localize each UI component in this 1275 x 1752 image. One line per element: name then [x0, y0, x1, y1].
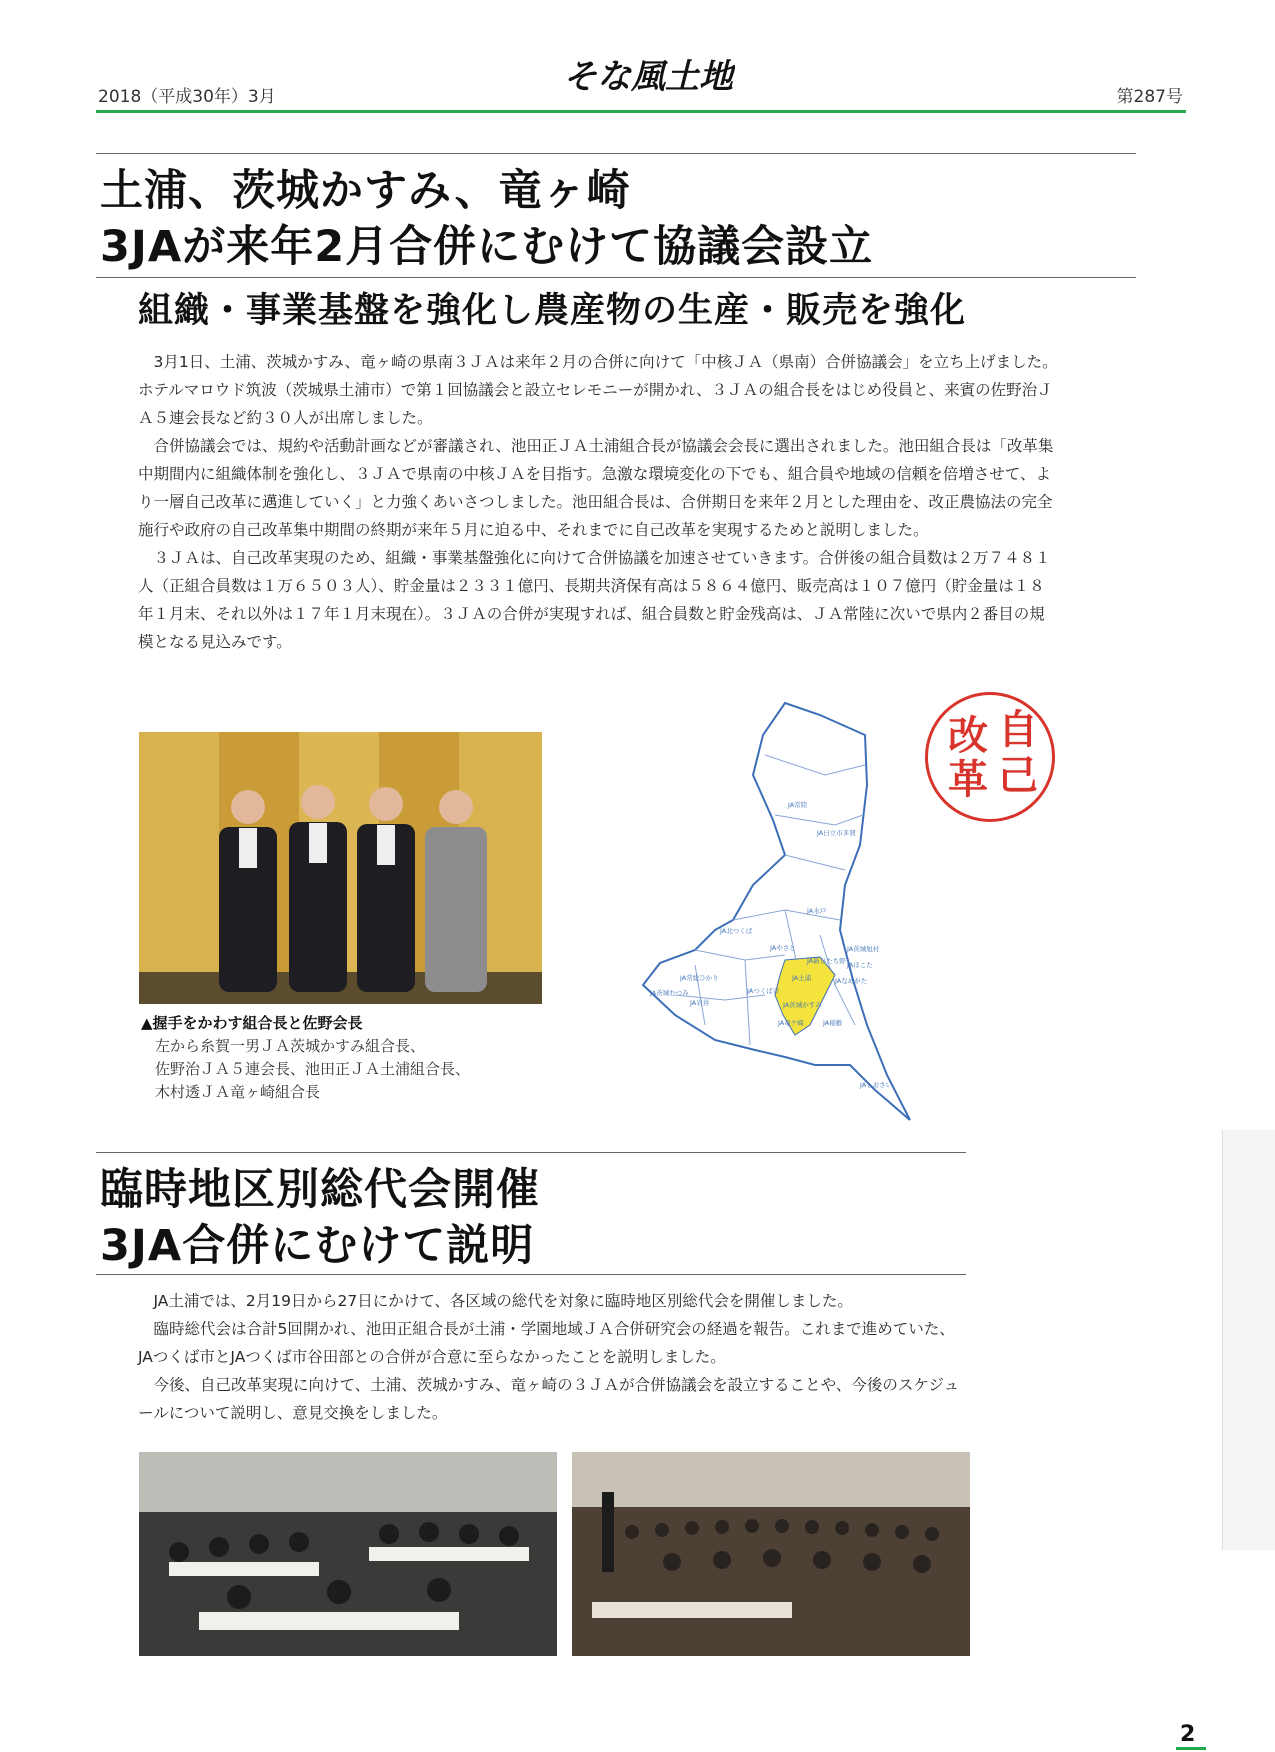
article2-body [138, 1287, 968, 1427]
photo-caption-line: 左から糸賀一男ＪＡ茨城かすみ組合長、 [155, 1037, 426, 1055]
map-label: JA竜ケ崎 [778, 1019, 804, 1027]
header-issue: 第287号 [1116, 87, 1183, 107]
map-label: JA常陸 [788, 801, 808, 809]
article2-headline-rule [96, 1274, 966, 1275]
article1-paragraph: 合併協議会では、規約や活動計画などが審議され、池田正ＪＡ土浦組合長が協議会会長に選出されました。池田組合長は「改革集中期間内に組織体制を強化し、３ＪＡで県南の中核ＪＡを目指す。急激な環境変化の下でも、組合員や地域の信頼を倍増させて、より一層自己改革に邁進していく」と力強くあいさつしました。池田組合長は、合併期日を来年２月とした理由を、改正農協法の完全施行や政府の自己改革集中期間の終期が来年５月に迫る中、それまでに自己改革を実現するためと説明しました。 [138, 437, 1054, 539]
map-label: JA岩井 [690, 999, 710, 1007]
article1-body [138, 348, 1058, 656]
stamp-char: 革 [948, 757, 988, 803]
article1-headline-rule [96, 277, 1136, 278]
map-label: JAほこた [847, 961, 873, 969]
article2-paragraph: 臨時総代会は合計5回開かれ、池田正組合長が土浦・学園地域ＪＡ合併研究会の経過を報告。これまで進めていた、JAつくば市とJAつくば市谷田部との合併が合意に至らなかったことを説明しました。 [138, 1320, 955, 1366]
map-label: JAしおさい [860, 1081, 893, 1089]
map-label: JA茨城むつみ [650, 989, 689, 997]
stamp-char: 己 [998, 753, 1038, 799]
article2-headline-line2: 3JA合併にむけて説明 [100, 1221, 535, 1271]
photo-caption-line: 木村透ＪＡ竜ヶ崎組合長 [155, 1083, 321, 1101]
article1-headline-line1: 土浦、茨城かすみ、竜ヶ崎 [100, 166, 631, 216]
map-label: JA茨城かすみ [783, 1001, 822, 1009]
map-label: JA常総ひかり [680, 974, 719, 982]
map-label: JA新ひたち野 [807, 957, 846, 965]
map-label: JA水戸 [807, 907, 827, 915]
photo-caption-title: ▲握手をかわす組合長と佐野会長 [141, 1014, 363, 1032]
article1-headline-line2: 3JAが来年2月合併にむけて協議会設立 [100, 222, 874, 272]
page-number: 2 [1180, 1722, 1196, 1747]
header-date: 2018（平成30年）3月 [98, 87, 276, 107]
side-decoration [1222, 1130, 1275, 1550]
article1-paragraph: ３ＪＡは、自己改革実現のため、組織・事業基盤強化に向けて合併協議を加速させていきます。合併後の組合員数は２万７４８１人（正組合員数は１万６５０３人）、貯金量は２３３１億円、長期共済保有高は５８６４億円、販売高は１０７億円（貯金量は１８年１月末、それ以外は１７年１月末現在）。３ＪＡの合併が実現すれば、組合員数と貯金残高は、ＪＡ常陸に次いで県内２番目の規模となる見込みです。 [138, 549, 1051, 651]
article2-headline-line1: 臨時地区別総代会開催 [100, 1165, 540, 1215]
map-label: JA日立市多賀 [817, 829, 856, 837]
map-label: JA茨城旭村 [847, 945, 880, 953]
map-label: JAなめがた [835, 977, 868, 985]
map-label: JA北つくば [720, 927, 753, 935]
article1-subheadline: 組織・事業基盤を強化し農産物の生産・販売を強化 [138, 291, 967, 331]
stamp-char: 自 [998, 707, 1038, 753]
meeting-photo-right [572, 1452, 970, 1656]
article2-paragraph: JA土浦では、2月19日から27日にかけて、各区域の総代を対象に臨時地区別総代会を開催しました。 [153, 1292, 853, 1310]
header-rule [96, 110, 1186, 113]
map-label: JAやさと [770, 944, 796, 952]
article2-top-rule [96, 1152, 966, 1153]
photo-caption-line: 佐野治ＪＡ５連会長、池田正ＪＡ土浦組合長、 [155, 1060, 471, 1078]
map-label: JAつくば市 [747, 987, 780, 995]
jiko-kaikaku-stamp [925, 692, 1055, 822]
handshake-photo [139, 732, 542, 1004]
stamp-char: 改 [948, 713, 988, 759]
article2-paragraph: 今後、自己改革実現に向けて、土浦、茨城かすみ、竜ヶ崎の３ＪＡが合併協議会を設立することや、今後のスケジュールについて説明し、意見交換をしました。 [138, 1376, 960, 1422]
newsletter-logo [555, 46, 735, 106]
article1-top-rule [96, 153, 1136, 154]
photo-caption [141, 1012, 561, 1104]
logo-text: そな風土地 [563, 57, 733, 97]
meeting-photo-left [139, 1452, 557, 1656]
page-number-bar [1176, 1747, 1206, 1750]
map-label: JA稲敷 [823, 1019, 843, 1027]
article1-paragraph: 3月1日、土浦、茨城かすみ、竜ヶ崎の県南３ＪＡは来年２月の合併に向けて「中核ＪＡ（県南）合併協議会」を立ち上げました。ホテルマロウド筑波（茨城県土浦市）で第１回協議会と設立セレモニーが開かれ、３ＪＡの組合長をはじめ役員と、来賓の佐野治ＪＡ５連会長など約３０人が出席しました。 [138, 353, 1058, 427]
map-label: JA土浦 [792, 974, 812, 982]
